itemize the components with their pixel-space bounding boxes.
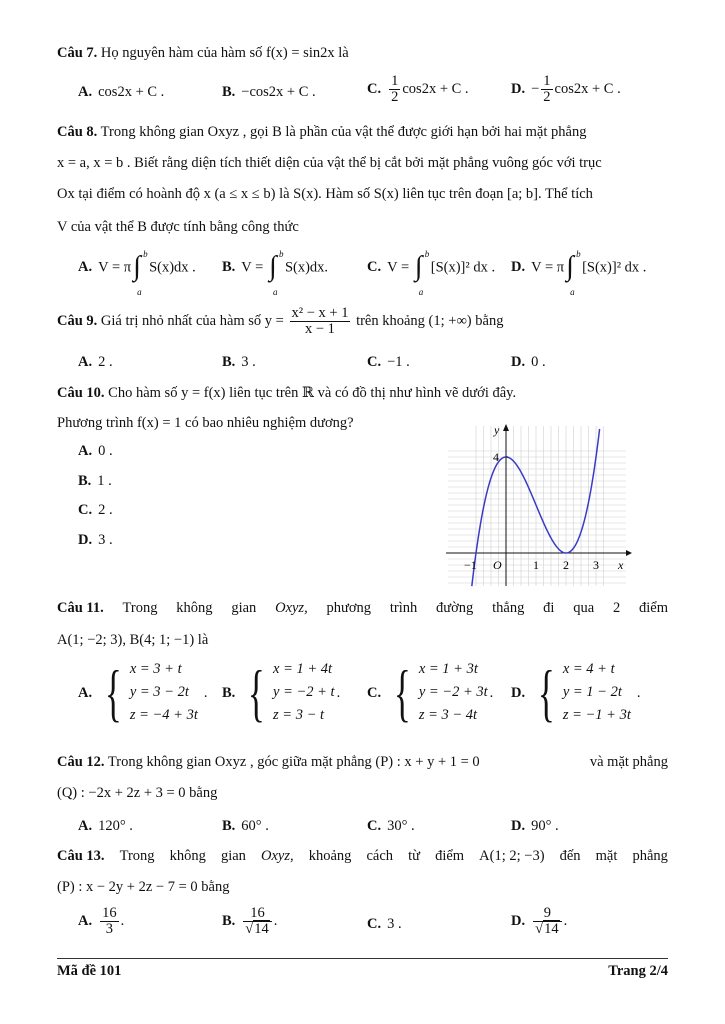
q8-option-b: B. V = ∫ b a S(x)dx. <box>222 249 329 297</box>
origin-label: O <box>493 558 502 572</box>
tick-label-x-minus1: −1 <box>464 558 477 572</box>
q10-option-c: C. 2 . <box>78 502 113 518</box>
exam-code: Mã đề 101 <box>57 963 122 979</box>
q7-option-c: C. $\frac{1}{2}$ cos2x + C . <box>367 73 469 105</box>
q10-graph <box>444 422 634 590</box>
q10-option-d: D. 3 . <box>78 532 113 548</box>
tick-label-y-4: 4 <box>493 450 499 464</box>
q10-option-a: A. 0 . <box>78 443 113 459</box>
q12-line-2: (Q) : −2x + 2z + 3 = 0 bằng <box>57 785 218 801</box>
integral-sign: ∫ b a <box>268 249 284 297</box>
q13-option-d: D. $\frac{9}{√14}$ . <box>511 905 568 937</box>
q13-line-2: (P) : x − 2y + 2z − 7 = 0 bằng <box>57 879 230 895</box>
x-axis <box>446 550 632 556</box>
q13-option-b: B. $\frac{16}{√14}$ . <box>222 905 278 937</box>
q7-option-d: D. − $\frac{1}{2}$ cos2x + C . <box>511 73 621 105</box>
q9-option-a: A. 2 . <box>78 354 113 370</box>
q10-line-1: Câu 10. Cho hàm số y = f(x) liên tục trên ℝ và có đồ thị như hình vẽ dưới đây. <box>57 385 517 401</box>
frac-half: $\frac{1}{2}$ <box>391 73 399 105</box>
q10-option-b: B. 1 . <box>78 473 112 489</box>
q12-option-d: D. 90° . <box>511 818 559 834</box>
page-number: Trang 2/4 <box>608 963 668 979</box>
q12-option-a: A. 120° . <box>78 818 133 834</box>
q7-stem <box>57 43 668 63</box>
x-axis-label: x <box>618 558 624 572</box>
q9-fraction: $\frac{\text{x² − x + 1}}{x - 1}$ <box>291 305 349 338</box>
q11-line-2: A(1; −2; 3), B(4; 1; −1) là <box>57 632 209 648</box>
tick-label-x-2: 2 <box>563 558 569 572</box>
q9-option-b: B. 3 . <box>222 354 256 370</box>
q9-option-c: C. −1 . <box>367 354 410 370</box>
q11-option-a: A. { x = 3 + t y = 3 − 2t z = −4 + 3t . <box>78 656 208 728</box>
tick-label-x-3: 3 <box>593 558 599 572</box>
q8-line-3: Ox tại điểm có hoành độ x (a ≤ x ≤ b) là S(x). Hàm số S(x) liên tục trên đoạn [a; b]. Thể tích <box>57 186 593 202</box>
q13-option-c: C. 3 . <box>367 916 402 932</box>
q13-line-1: Câu 13. Trong không gian Oxyz, khoảng cách từ điểm A(1; 2; −3) đến mặt phẳng <box>57 848 668 864</box>
q10-line-2: Phương trình f(x) = 1 có bao nhiêu nghiệm dương? <box>57 415 354 431</box>
q11-line-1: Câu 11. Trong không gian Oxyz, phương trình đường thẳng đi qua 2 điểm <box>57 600 668 616</box>
q8-option-d: D. V = π ∫ b a [S(x)]² dx . <box>511 249 647 297</box>
q11-option-d: D. { x = 4 + t y = 1 − 2t z = −1 + 3t . <box>511 656 641 728</box>
integral-sign: ∫ b a <box>566 249 581 297</box>
q11-option-b: B. { x = 1 + 4t y = −2 + t z = 3 − t . <box>222 656 341 728</box>
integral-sign: ∫ b a <box>133 249 148 297</box>
y-axis-label: y <box>494 423 500 437</box>
q7-text: Họ nguyên hàm của hàm số f(x) = sin2x là <box>97 45 349 61</box>
q7-option-a: A. cos2x + C . <box>78 84 165 100</box>
q9-stem: Câu 9. Giá trị nhỏ nhất của hàm số y = $\frac{\text{x² − x + 1}}{x - 1}$ trên khoảng (1; +∞) bằng <box>57 305 504 338</box>
q8-line-4: V của vật thể B được tính bằng công thức <box>57 219 299 235</box>
integral-sign: ∫ b a <box>414 249 430 297</box>
frac-half: $\frac{1}{2}$ <box>543 73 551 105</box>
q9-option-d: D. 0 . <box>511 354 546 370</box>
q12-option-b: B. 60° . <box>222 818 269 834</box>
q8-line-1: Câu 8. Trong không gian Oxyz , gọi B là phần của vật thể được giới hạn bởi hai mặt phẳng <box>57 124 587 140</box>
q12-line-1: Câu 12. Trong không gian Oxyz , góc giữa mặt phẳng (P) : x + y + 1 = 0 và mặt phẳng <box>57 754 668 770</box>
q7-label: Câu 7. <box>57 45 98 61</box>
q11-option-c: C. { x = 1 + 3t y = −2 + 3t z = 3 − 4t . <box>367 656 494 728</box>
q13-option-a: A. $\frac{16}{3}$ . <box>78 905 125 937</box>
q8-option-c: C. V = ∫ b a [S(x)]² dx . <box>367 249 496 297</box>
page-footer <box>57 958 668 980</box>
tick-label-x-1: 1 <box>533 558 539 572</box>
q12-option-c: C. 30° . <box>367 818 415 834</box>
q8-line-2: x = a, x = b . Biết rằng diện tích thiết diện của vật thể bị cắt bởi mặt phẳng vuông góc với trục <box>57 155 602 171</box>
q8-option-a: A. V = π ∫ b a S(x)dx . <box>78 249 196 297</box>
q7-option-b: B. −cos2x + C . <box>222 84 316 100</box>
